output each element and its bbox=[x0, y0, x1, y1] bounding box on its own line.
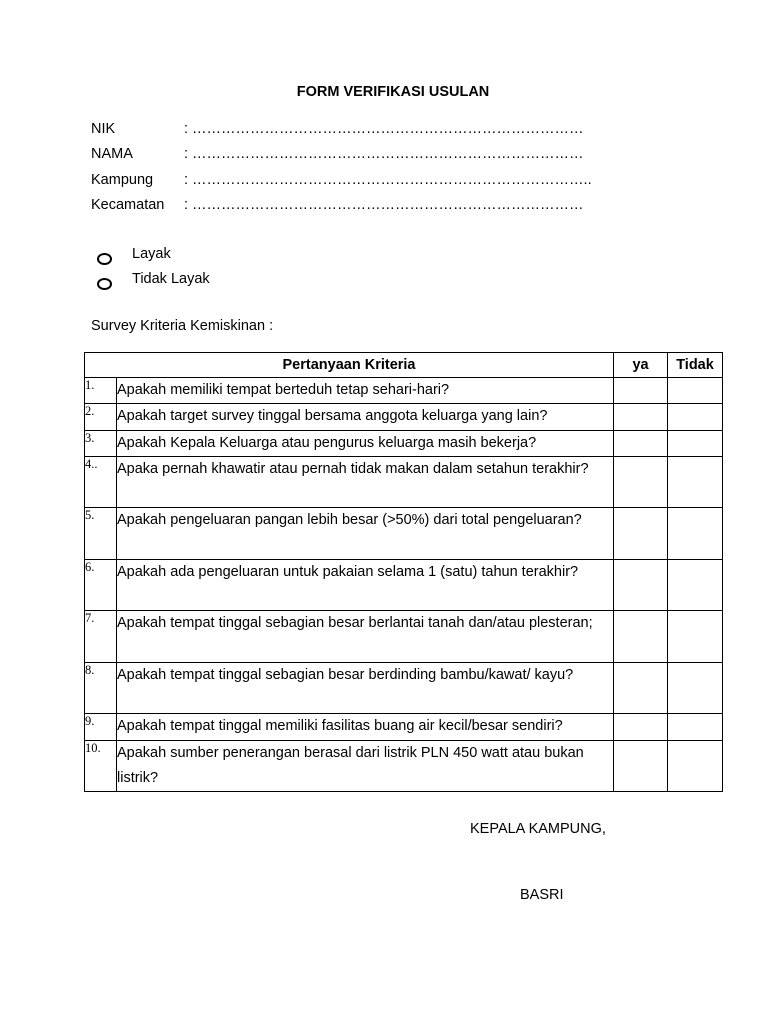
cell-tidak[interactable] bbox=[668, 378, 723, 404]
option-label-layak: Layak bbox=[132, 245, 171, 262]
cell-ya[interactable] bbox=[614, 378, 668, 404]
criteria-table bbox=[84, 352, 723, 792]
field-label-nik: NIK bbox=[91, 120, 116, 137]
field-nama[interactable] bbox=[91, 142, 691, 168]
cell-tidak[interactable] bbox=[668, 508, 723, 560]
row-number: 4.. bbox=[85, 456, 117, 508]
cell-tidak[interactable] bbox=[668, 430, 723, 456]
row-question: Apakah tempat tinggal memiliki fasilitas buang air kecil/besar sendiri? bbox=[117, 714, 614, 740]
cell-tidak[interactable] bbox=[668, 714, 723, 740]
radio-circle-icon[interactable] bbox=[97, 253, 112, 265]
cell-tidak[interactable] bbox=[668, 740, 723, 792]
field-label-kecamatan: Kecamatan bbox=[91, 197, 165, 214]
table-row bbox=[85, 404, 723, 430]
cell-tidak[interactable] bbox=[668, 456, 723, 508]
cell-tidak[interactable] bbox=[668, 559, 723, 611]
row-number: 3. bbox=[85, 430, 117, 456]
signature-title: KEPALA KAMPUNG, bbox=[470, 821, 606, 837]
cell-ya[interactable] bbox=[614, 740, 668, 792]
header-tidak: Tidak bbox=[668, 353, 723, 378]
header-criteria: Pertanyaan Kriteria bbox=[85, 353, 614, 378]
table-row bbox=[85, 559, 723, 611]
row-number: 9. bbox=[85, 714, 117, 740]
row-number: 5. bbox=[85, 508, 117, 560]
cell-ya[interactable] bbox=[614, 430, 668, 456]
header-ya: ya bbox=[614, 353, 668, 378]
cell-tidak[interactable] bbox=[668, 611, 723, 663]
table-row bbox=[85, 508, 723, 560]
table-row bbox=[85, 456, 723, 508]
row-question: Apakah memiliki tempat berteduh tetap sehari-hari? bbox=[117, 378, 614, 404]
cell-ya[interactable] bbox=[614, 404, 668, 430]
row-number: 2. bbox=[85, 404, 117, 430]
row-number: 7. bbox=[85, 611, 117, 663]
row-question: Apakah target survey tinggal bersama anggota keluarga yang lain? bbox=[117, 404, 614, 430]
field-label-nama: NAMA bbox=[91, 146, 133, 163]
table-row bbox=[85, 662, 723, 714]
cell-ya[interactable] bbox=[614, 611, 668, 663]
row-number: 6. bbox=[85, 559, 117, 611]
row-number: 10. bbox=[85, 740, 117, 792]
table-header-row bbox=[85, 353, 723, 378]
eligibility-options bbox=[97, 241, 210, 292]
row-number: 1. bbox=[85, 378, 117, 404]
field-kecamatan[interactable] bbox=[91, 193, 691, 219]
table-row bbox=[85, 714, 723, 740]
table-row bbox=[85, 740, 723, 792]
cell-tidak[interactable] bbox=[668, 404, 723, 430]
field-value-nama[interactable]: : ……………………………………………………………………… bbox=[184, 146, 584, 163]
cell-ya[interactable] bbox=[614, 456, 668, 508]
field-nik[interactable] bbox=[91, 116, 691, 142]
field-label-kampung: Kampung bbox=[91, 171, 154, 188]
row-number: 8. bbox=[85, 662, 117, 714]
cell-ya[interactable] bbox=[614, 559, 668, 611]
option-label-tidak-layak: Tidak Layak bbox=[132, 271, 210, 288]
form-title: FORM VERIFIKASI USULAN bbox=[296, 84, 490, 100]
option-layak[interactable] bbox=[97, 241, 210, 267]
table-row bbox=[85, 378, 723, 404]
cell-ya[interactable] bbox=[614, 662, 668, 714]
survey-label: Survey Kriteria Kemiskinan : bbox=[91, 318, 274, 334]
row-question: Apakah sumber penerangan berasal dari listrik PLN 450 watt atau bukan listrik? bbox=[117, 740, 614, 792]
row-question: Apakah tempat tinggal sebagian besar berdinding bambu/kawat/ kayu? bbox=[117, 662, 614, 714]
field-kampung[interactable] bbox=[91, 167, 691, 193]
row-question: Apaka pernah khawatir atau pernah tidak makan dalam setahun terakhir? bbox=[117, 456, 614, 508]
radio-circle-icon[interactable] bbox=[97, 278, 112, 290]
signature-name: BASRI bbox=[520, 887, 564, 903]
field-value-kecamatan[interactable]: : ……………………………………………………………………… bbox=[184, 197, 584, 214]
cell-ya[interactable] bbox=[614, 508, 668, 560]
table-row bbox=[85, 611, 723, 663]
cell-tidak[interactable] bbox=[668, 662, 723, 714]
row-question: Apakah tempat tinggal sebagian besar berlantai tanah dan/atau plesteran; bbox=[117, 611, 614, 663]
field-value-nik[interactable]: : ……………………………………………………………………… bbox=[184, 120, 584, 137]
table-row bbox=[85, 430, 723, 456]
cell-ya[interactable] bbox=[614, 714, 668, 740]
option-tidak-layak[interactable] bbox=[97, 267, 210, 293]
row-question: Apakah Kepala Keluarga atau pengurus keluarga masih bekerja? bbox=[117, 430, 614, 456]
field-value-kampung[interactable]: : ……………………………………………………………………….. bbox=[184, 171, 592, 188]
row-question: Apakah pengeluaran pangan lebih besar (>50%) dari total pengeluaran? bbox=[117, 508, 614, 560]
identity-fields bbox=[91, 116, 691, 218]
row-question: Apakah ada pengeluaran untuk pakaian selama 1 (satu) tahun terakhir? bbox=[117, 559, 614, 611]
